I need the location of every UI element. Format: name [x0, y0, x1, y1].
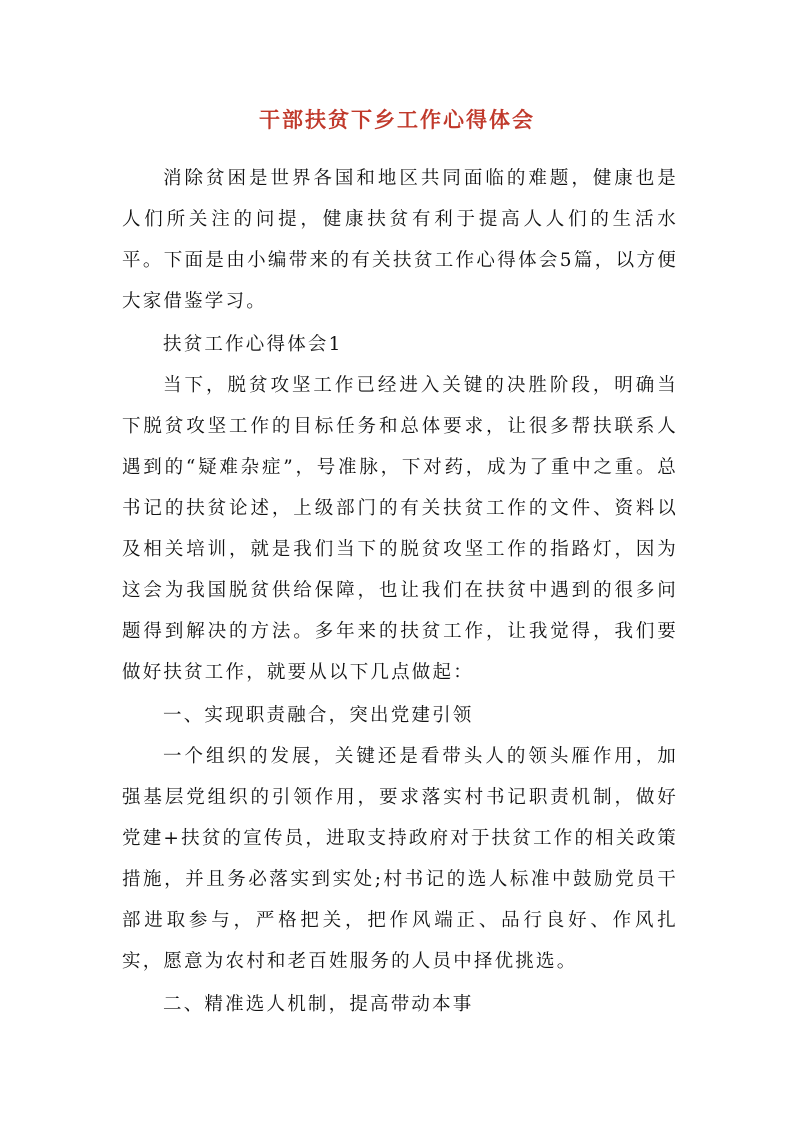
- intro-paragraph: 消除贫困是世界各国和地区共同面临的难题，健康也是人们所关注的问提，健康扶贫有利于提高人人们的生活水平。下面是由小编带来的有关扶贫工作心得体会5篇，以方便大家借鉴学习。: [122, 168, 678, 312]
- document-title: 干部扶贫下乡工作心得体会: [259, 107, 535, 132]
- body-paragraph: 当下，脱贫攻坚工作已经进入关键的决胜阶段，明确当下脱贫攻坚工作的目标任务和总体要求，让很多帮扶联系人遇到的“疑难杂症”，号准脉，下对药，成为了重中之重。总书记的扶贫论述，上级部门的有关扶贫工作的文件、资料以及相关培训，就是我们当下的脱贫攻坚工作的指路灯，因为这会为我国脱贫供给保障，也让我们在扶贫中遇到的很多问题得到解决的方法。多年来的扶贫工作，让我觉得，我们要做好扶贫工作，就要从以下几点做起：: [122, 375, 678, 683]
- section-heading-experience-1: 扶贫工作心得体会1: [163, 334, 343, 355]
- subheading-point-2: 二、精准选人机制，提高带动本事: [163, 994, 474, 1015]
- document-body: [122, 158, 678, 1025]
- subheading-point-1: 一、实现职责融合，突出党建引领: [163, 705, 474, 726]
- body-paragraph: 一个组织的发展，关键还是看带头人的领头雁作用，加强基层党组织的引领作用，要求落实村书记职责机制，做好党建+扶贫的宣传员，进取支持政府对于扶贫工作的相关政策措施，并且务必落实到实处;村书记的选人标准中鼓励党员干部进取参与，严格把关，把作风端正、品行良好、作风扎实，愿意为农村和老百姓服务的人员中择优挑选。: [122, 746, 678, 972]
